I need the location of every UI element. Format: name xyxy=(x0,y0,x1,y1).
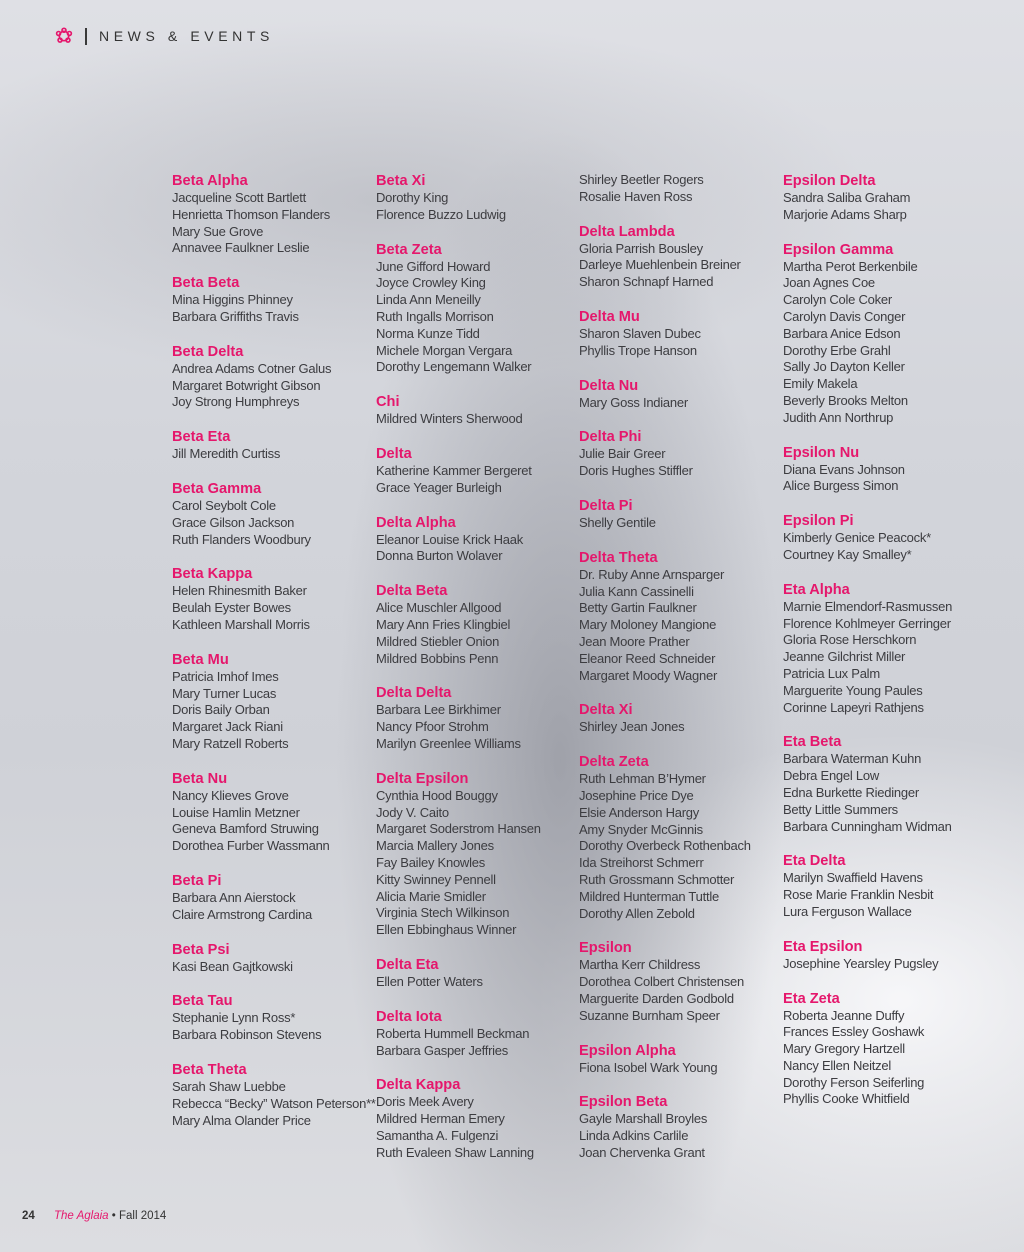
member-name: Kathleen Marshall Morris xyxy=(172,616,310,632)
member-name: Andrea Adams Cotner Galus xyxy=(172,360,332,376)
member-name: Fay Bailey Knowles xyxy=(376,854,485,870)
chapter-group xyxy=(376,241,571,377)
member-name: Lura Ferguson Wallace xyxy=(783,903,912,919)
member-name: Barbara Anice Edson xyxy=(783,325,901,341)
chapter-group xyxy=(376,514,571,566)
rose-emblem-icon xyxy=(55,27,73,45)
member-name: Virginia Stech Wilkinson xyxy=(376,905,510,921)
chapter-group xyxy=(579,753,774,922)
chapter-name: Delta Mu xyxy=(579,308,640,325)
chapter-name: Beta Nu xyxy=(172,770,228,787)
member-name: Ruth Grossmann Schmotter xyxy=(579,871,735,887)
member-name: Mildred Bobbins Penn xyxy=(376,650,499,666)
chapter-group xyxy=(783,852,978,920)
member-name: Louise Hamlin Metzner xyxy=(172,804,300,820)
member-name: Josephine Yearsley Pugsley xyxy=(783,955,939,971)
member-name: June Gifford Howard xyxy=(376,258,491,274)
member-name: Emily Makela xyxy=(783,376,858,392)
member-name: Sharon Schnapf Harned xyxy=(579,274,714,290)
chapter-group xyxy=(783,512,978,564)
member-name: Amy Snyder McGinnis xyxy=(579,821,703,837)
chapter-name: Beta Beta xyxy=(172,275,240,292)
chapter-group xyxy=(172,172,367,257)
member-name: Betty Gartin Faulkner xyxy=(579,600,697,616)
chapter-group xyxy=(376,956,571,991)
member-name: Beverly Brooks Melton xyxy=(783,392,908,408)
member-name: Joy Strong Humphreys xyxy=(172,394,300,410)
member-name: Julia Kann Cassinelli xyxy=(579,583,694,599)
member-name: Mina Higgins Phinney xyxy=(172,292,293,308)
chapter-group xyxy=(376,770,571,939)
member-name: Elsie Anderson Hargy xyxy=(579,804,700,820)
member-name: Michele Morgan Vergara xyxy=(376,342,513,358)
member-name: Doris Meek Avery xyxy=(376,1094,474,1110)
member-name: Helen Rhinesmith Baker xyxy=(172,583,307,599)
chapter-group xyxy=(172,992,367,1044)
member-name: Betty Little Summers xyxy=(783,801,898,817)
chapter-name: Delta Zeta xyxy=(579,754,649,771)
chapter-group xyxy=(579,1042,774,1077)
member-name: Margaret Moody Wagner xyxy=(579,667,718,683)
member-name: Dorothea Furber Wassmann xyxy=(172,838,330,854)
chapter-column-2 xyxy=(376,172,571,1178)
member-name: Florence Kohlmeyer Gerringer xyxy=(783,615,951,631)
member-name: Shirley Beetler Rogers xyxy=(579,172,704,187)
member-name: Mary Turner Lucas xyxy=(172,685,277,701)
member-name: Jean Moore Prather xyxy=(579,633,690,649)
member-name: Katherine Kammer Bergeret xyxy=(376,462,532,478)
member-name: Ruth Evaleen Shaw Lanning xyxy=(376,1144,534,1160)
member-name: Roberta Jeanne Duffy xyxy=(783,1007,905,1023)
member-name: Marguerite Darden Godbold xyxy=(579,990,734,1006)
member-name: Mary Gregory Hartzell xyxy=(783,1041,905,1057)
member-name: Ruth Lehman B’Hymer xyxy=(579,771,706,787)
member-name: Eleanor Louise Krick Haak xyxy=(376,531,523,547)
chapter-name: Delta Delta xyxy=(376,685,452,702)
member-name: Margaret Jack Riani xyxy=(172,719,283,735)
footer-separator: • xyxy=(111,1210,116,1222)
member-name: Marilyn Swaffield Havens xyxy=(783,870,923,886)
chapter-name: Epsilon Delta xyxy=(783,173,876,189)
chapter-name: Beta Gamma xyxy=(172,480,262,497)
member-name: Gloria Parrish Bousley xyxy=(579,240,703,256)
chapter-group xyxy=(783,172,978,224)
member-name: Barbara Waterman Kuhn xyxy=(783,751,922,767)
page-number: 24 xyxy=(22,1210,35,1222)
page-footer xyxy=(22,1210,166,1222)
chapter-name: Delta Phi xyxy=(579,429,642,446)
chapter-group xyxy=(579,1093,774,1161)
chapter-name: Delta Beta xyxy=(376,583,448,600)
member-name: Rosalie Haven Ross xyxy=(579,188,693,204)
member-name: Claire Armstrong Cardina xyxy=(172,906,312,922)
chapter-name: Delta Pi xyxy=(579,497,633,514)
member-name: Josephine Price Dye xyxy=(579,787,694,803)
member-name: Donna Burton Wolaver xyxy=(376,548,503,564)
chapter-name: Beta Theta xyxy=(172,1061,247,1078)
chapter-column-1 xyxy=(172,172,376,1146)
member-name: Roberta Hummell Beckman xyxy=(376,1025,530,1041)
member-name: Samantha A. Fulgenzi xyxy=(376,1127,499,1143)
chapter-name: Beta Tau xyxy=(172,993,233,1010)
member-name: Ida Streihorst Schmerr xyxy=(579,855,704,871)
member-name: Doris Baily Orban xyxy=(172,702,270,718)
member-name: Kimberly Genice Peacock* xyxy=(783,530,931,546)
member-name: Martha Kerr Childress xyxy=(579,957,701,973)
member-name: Mary Sue Grove xyxy=(172,223,264,239)
member-name: Margaret Soderstrom Hansen xyxy=(376,821,541,837)
chapter-group xyxy=(172,565,367,633)
chapter-group xyxy=(579,549,774,685)
member-name: Fiona Isobel Wark Young xyxy=(579,1059,718,1075)
member-name: Margaret Botwright Gibson xyxy=(172,377,321,393)
member-name: Mary Ann Fries Klingbiel xyxy=(376,616,511,632)
member-name: Julie Bair Greer xyxy=(579,446,666,462)
chapter-name: Eta Epsilon xyxy=(783,938,863,955)
member-name: Stephanie Lynn Ross* xyxy=(172,1010,296,1026)
chapter-group xyxy=(579,939,774,1024)
chapter-group xyxy=(579,497,774,532)
chapter-name: Delta xyxy=(376,445,412,462)
member-name: Geneva Bamford Struwing xyxy=(172,821,319,837)
chapter-group xyxy=(172,651,367,753)
page-header xyxy=(55,26,274,46)
member-name: Diana Evans Johnson xyxy=(783,461,905,477)
member-name: Rebecca “Becky” Watson Peterson** xyxy=(172,1095,376,1111)
chapter-group xyxy=(376,172,571,224)
chapter-name: Delta Kappa xyxy=(376,1077,461,1094)
chapter-group xyxy=(579,377,774,412)
member-name: Mildred Hunterman Tuttle xyxy=(579,888,719,904)
member-name: Cynthia Hood Bouggy xyxy=(376,787,498,803)
chapter-name: Beta Zeta xyxy=(376,241,442,258)
member-name: Doris Hughes Stiffler xyxy=(579,463,693,479)
chapter-group xyxy=(579,223,774,291)
chapter-group xyxy=(376,445,571,497)
member-name: Marilyn Greenlee Williams xyxy=(376,735,521,751)
chapter-group xyxy=(783,938,978,973)
chapter-group xyxy=(376,393,571,428)
member-name: Gloria Rose Herschkorn xyxy=(783,632,917,648)
member-name: Linda Ann Meneilly xyxy=(376,292,481,308)
chapter-name: Epsilon Gamma xyxy=(783,241,894,258)
member-name: Sarah Shaw Luebbe xyxy=(172,1078,286,1094)
member-name: Ruth Ingalls Morrison xyxy=(376,308,494,324)
chapter-name: Delta Iota xyxy=(376,1008,442,1025)
chapter-name: Delta Nu xyxy=(579,377,639,394)
chapter-name: Epsilon xyxy=(579,940,632,957)
member-name: Joan Agnes Coe xyxy=(783,275,875,291)
member-name: Courtney Kay Smalley* xyxy=(783,546,912,562)
header-divider xyxy=(85,28,87,45)
member-name: Jeanne Gilchrist Miller xyxy=(783,649,906,665)
member-name: Carol Seybolt Cole xyxy=(172,497,276,513)
chapter-name: Beta Delta xyxy=(172,343,244,360)
member-name: Dorothy Ferson Seiferling xyxy=(783,1074,925,1090)
chapter-group xyxy=(376,1076,571,1161)
chapter-name: Eta Alpha xyxy=(783,581,850,598)
member-name: Marjorie Adams Sharp xyxy=(783,206,907,222)
member-name: Kitty Swinney Pennell xyxy=(376,871,496,887)
member-name: Florence Buzzo Ludwig xyxy=(376,206,506,222)
chapter-name: Eta Beta xyxy=(783,734,842,751)
member-name: Eleanor Reed Schneider xyxy=(579,650,716,666)
chapter-group xyxy=(172,872,367,924)
chapter-group xyxy=(172,770,367,855)
chapter-group xyxy=(172,941,367,976)
member-name: Martha Perot Berkenbile xyxy=(783,258,918,274)
member-name: Jill Meredith Curtiss xyxy=(172,446,281,462)
member-name: Corinne Lapeyri Rathjens xyxy=(783,699,924,715)
chapter-group xyxy=(783,581,978,717)
member-name: Jacqueline Scott Bartlett xyxy=(172,190,306,205)
chapter-name: Eta Zeta xyxy=(783,990,840,1007)
member-name: Marguerite Young Paules xyxy=(783,682,923,698)
member-name: Dorothy Erbe Grahl xyxy=(783,342,891,358)
chapter-name: Delta Xi xyxy=(579,702,633,719)
chapter-name: Delta Alpha xyxy=(376,514,456,531)
chapter-group xyxy=(172,1061,376,1129)
member-name: Barbara Gasper Jeffries xyxy=(376,1042,509,1058)
member-name: Linda Adkins Carlile xyxy=(579,1128,689,1144)
member-name: Grace Gilson Jackson xyxy=(172,514,295,530)
member-name: Nancy Pfoor Strohm xyxy=(376,719,489,735)
chapter-name: Epsilon Pi xyxy=(783,513,854,530)
chapter-column-4 xyxy=(783,172,978,1125)
member-name: Joan Chervenka Grant xyxy=(579,1144,705,1160)
member-name: Rose Marie Franklin Nesbit xyxy=(783,887,934,903)
member-name: Kasi Bean Gajtkowski xyxy=(172,958,293,974)
chapter-group xyxy=(172,480,367,548)
chapter-name: Delta Epsilon xyxy=(376,770,469,787)
chapter-name: Delta Eta xyxy=(376,956,439,973)
chapter-group xyxy=(783,990,978,1109)
member-name: Marnie Elmendorf-Rasmussen xyxy=(783,598,953,614)
member-name: Phyllis Trope Hanson xyxy=(579,342,697,358)
member-name: Shelly Gentile xyxy=(579,514,656,530)
chapter-name: Delta Theta xyxy=(579,549,658,566)
member-name: Ruth Flanders Woodbury xyxy=(172,531,311,547)
member-name: Mildred Stiebler Onion xyxy=(376,633,500,649)
chapter-group xyxy=(783,241,978,427)
member-name: Patricia Lux Palm xyxy=(783,665,880,681)
member-name: Beulah Eyster Bowes xyxy=(172,600,291,616)
chapter-name: Beta Mu xyxy=(172,651,229,668)
section-title: NEWS & EVENTS xyxy=(99,28,274,44)
chapter-name: Delta Lambda xyxy=(579,223,675,240)
chapter-name: Epsilon Beta xyxy=(579,1094,668,1111)
member-name: Dorothy Allen Zebold xyxy=(579,905,695,921)
member-name: Nancy Klieves Grove xyxy=(172,787,289,803)
member-name: Barbara Griffiths Travis xyxy=(172,308,299,324)
member-name: Judith Ann Northrup xyxy=(783,409,894,425)
member-name: Carolyn Davis Conger xyxy=(783,308,906,324)
chapter-group xyxy=(376,1008,571,1060)
member-name: Barbara Ann Aierstock xyxy=(172,889,296,905)
member-name: Mary Alma Olander Price xyxy=(172,1112,311,1128)
publication-name: The Aglaia xyxy=(54,1210,109,1222)
member-name: Debra Engel Low xyxy=(783,768,879,784)
chapter-group xyxy=(579,172,774,206)
member-name: Dorothy Lengemann Walker xyxy=(376,359,532,375)
member-name: Mary Ratzell Roberts xyxy=(172,735,289,751)
member-name: Suzanne Burnham Speer xyxy=(579,1007,720,1023)
member-name: Alice Burgess Simon xyxy=(783,478,899,494)
chapter-group xyxy=(172,428,367,463)
member-name: Gayle Marshall Broyles xyxy=(579,1111,708,1127)
chapter-group xyxy=(579,308,774,360)
member-name: Grace Yeager Burleigh xyxy=(376,479,502,495)
member-name: Jody V. Caito xyxy=(376,804,449,820)
member-name: Ellen Potter Waters xyxy=(376,973,483,989)
chapter-group xyxy=(376,684,571,752)
member-name: Mary Moloney Mangione xyxy=(579,617,717,633)
member-name: Phyllis Cooke Whitfield xyxy=(783,1091,910,1107)
chapter-name: Eta Delta xyxy=(783,853,846,870)
member-name: Dorothy King xyxy=(376,190,449,205)
member-name: Nancy Ellen Neitzel xyxy=(783,1057,891,1073)
member-name: Sharon Slaven Dubec xyxy=(579,325,701,341)
chapter-group xyxy=(579,701,774,736)
member-name: Sandra Saliba Graham xyxy=(783,190,911,205)
chapter-name: Epsilon Nu xyxy=(783,444,860,461)
chapter-column-3 xyxy=(579,172,774,1179)
member-name: Annavee Faulkner Leslie xyxy=(172,240,310,256)
member-name: Joyce Crowley King xyxy=(376,275,486,291)
member-name: Norma Kunze Tidd xyxy=(376,325,480,341)
member-name: Shirley Jean Jones xyxy=(579,719,685,735)
member-name: Dr. Ruby Anne Arnsparger xyxy=(579,566,725,582)
member-name: Mary Goss Indianer xyxy=(579,394,688,410)
member-name: Frances Essley Goshawk xyxy=(783,1024,925,1040)
chapter-name: Epsilon Alpha xyxy=(579,1042,676,1059)
member-name: Barbara Cunningham Widman xyxy=(783,818,952,834)
member-name: Dorothy Overbeck Rothenbach xyxy=(579,838,751,854)
chapter-name: Beta Alpha xyxy=(172,173,248,189)
member-name: Mildred Winters Sherwood xyxy=(376,411,523,427)
member-name: Edna Burkette Riedinger xyxy=(783,784,919,800)
member-name: Barbara Robinson Stevens xyxy=(172,1027,322,1043)
chapter-name: Chi xyxy=(376,394,400,411)
chapter-name: Beta Eta xyxy=(172,429,231,446)
chapter-name: Beta Pi xyxy=(172,872,222,889)
chapter-name: Beta Kappa xyxy=(172,566,253,583)
chapter-group xyxy=(172,343,367,411)
chapter-name: Beta Xi xyxy=(376,173,426,189)
member-name: Marcia Mallery Jones xyxy=(376,838,494,854)
chapter-group xyxy=(579,428,774,480)
chapter-group xyxy=(783,733,978,835)
issue-date: Fall 2014 xyxy=(119,1210,167,1222)
chapter-group xyxy=(783,444,978,496)
chapter-name: Beta Psi xyxy=(172,941,230,958)
member-name: Ellen Ebbinghaus Winner xyxy=(376,922,517,938)
chapter-group xyxy=(172,274,367,326)
member-name: Sally Jo Dayton Keller xyxy=(783,359,905,375)
member-name: Barbara Lee Birkhimer xyxy=(376,702,501,718)
member-name: Dorothea Colbert Christensen xyxy=(579,974,744,990)
member-name: Alice Muschler Allgood xyxy=(376,600,502,616)
member-name: Patricia Imhof Imes xyxy=(172,668,279,684)
member-name: Carolyn Cole Coker xyxy=(783,292,892,308)
member-name: Alicia Marie Smidler xyxy=(376,888,486,904)
member-name: Henrietta Thomson Flanders xyxy=(172,206,331,222)
member-name: Darleye Muehlenbein Breiner xyxy=(579,257,741,273)
member-name: Mildred Herman Emery xyxy=(376,1111,505,1127)
chapter-group xyxy=(376,582,571,667)
